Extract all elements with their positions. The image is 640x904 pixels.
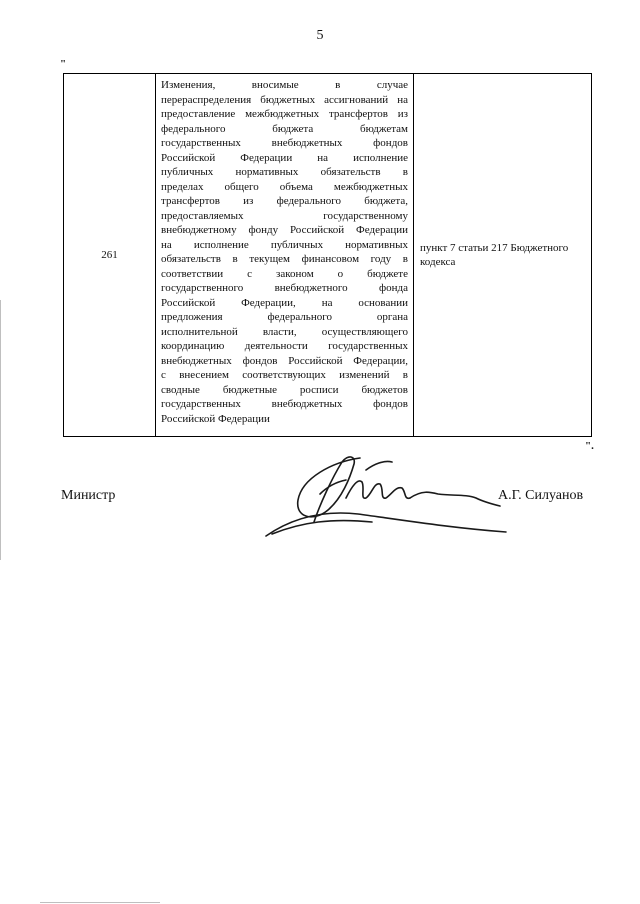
description-line: внебюджетных фондов Российской Федерации,	[161, 354, 408, 367]
row-number: 261	[101, 249, 118, 261]
signatory-title: Министр	[61, 488, 116, 503]
description-line: соответствии с законом о бюджете	[161, 267, 408, 280]
signatory-name: А.Г. Силуанов	[498, 488, 584, 503]
description-line: Российской Федерации	[161, 412, 270, 425]
opening-quote-mark: "	[60, 58, 67, 70]
description-line: предложения федерального органа	[161, 311, 408, 323]
description-line: публичных нормативных обязательств в	[161, 166, 408, 178]
description-line: перераспределения бюджетных ассигнований на	[161, 93, 408, 106]
description-line: Российской Федерации на исполнение	[161, 151, 408, 164]
legal-reference-line: кодекса	[420, 256, 456, 268]
table-row	[64, 74, 592, 437]
closing-quote-mark: ".	[585, 440, 594, 452]
description-line: на исполнение публичных нормативных	[161, 238, 408, 251]
description-line: с внесением соответствующих изменений в	[161, 369, 408, 381]
legal-reference-cell	[414, 74, 592, 437]
row-number-cell	[64, 74, 156, 437]
description-line: предоставляемых государственному	[161, 209, 408, 222]
description-line: трансфертов из федерального бюджета,	[161, 195, 408, 207]
scan-edge-mark	[0, 300, 1, 560]
amendments-table	[63, 73, 592, 437]
page-number: 5	[316, 28, 324, 43]
description-line: Российской Федерации, на основании	[161, 296, 408, 309]
description-line: государственного внебюджетного фонда	[161, 282, 408, 294]
description-line: Изменения, вносимые в случае	[161, 79, 408, 91]
description-line: координацию деятельности государственных	[161, 340, 408, 352]
description-line: федерального бюджета бюджетам	[161, 122, 408, 135]
description-line: исполнительной власти, осуществляющего	[161, 325, 408, 338]
description-line: сводные бюджетные росписи бюджетов	[161, 383, 408, 396]
description-line: обязательств в текущем финансовом году в	[161, 253, 408, 265]
description-line: пределах общего объема межбюджетных	[161, 180, 408, 193]
description-cell	[156, 74, 414, 437]
legal-reference-line: пункт 7 статьи 217 Бюджетного	[420, 241, 569, 254]
description-line: предоставление межбюджетных трансфертов из	[161, 108, 408, 120]
description-line: внебюджетному фонду Российской Федерации	[161, 224, 408, 236]
handwritten-signature	[262, 448, 512, 544]
description-line: государственных внебюджетных фондов	[161, 398, 408, 410]
description-line: государственных внебюджетных фондов	[161, 137, 408, 149]
scan-edge-mark	[40, 902, 160, 903]
